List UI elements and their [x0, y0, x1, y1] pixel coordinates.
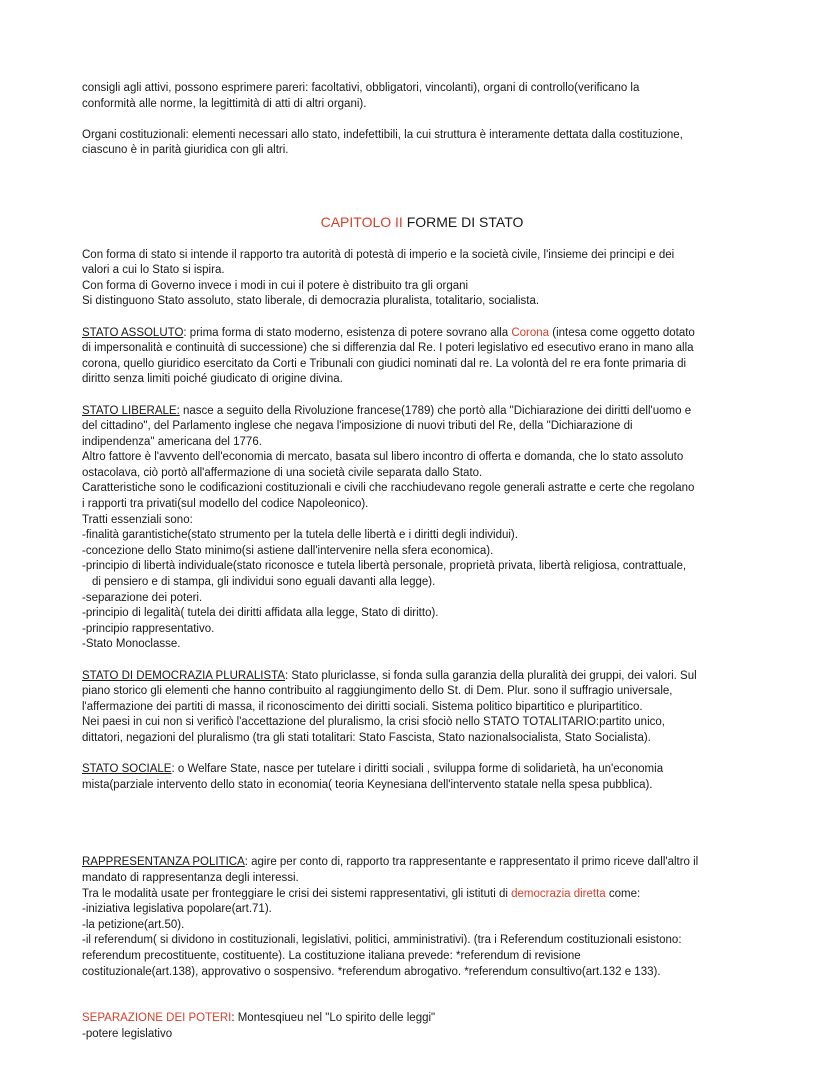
liberale-line: Altro fattore è l'avvento dell'economia di mercato, basata sul libero incontro di offerta e domanda, che lo stato assoluto [82, 451, 684, 464]
rappresentanza-text: : agire per conto di, rapporto tra rappresentante e rappresentato il primo riceve dall'altro il [244, 856, 699, 869]
assoluto-line [82, 326, 762, 342]
rappresentanza-line [82, 855, 762, 871]
democrazia-line: l'affermazione dei partiti di massa, il riconoscimento dei diritti sociali. Sistema politico bipartitico e pluripartitico. [82, 700, 643, 713]
liberale-heading: STATO LIBERALE: [82, 404, 180, 417]
rappresentanza-heading: RAPPRESENTANZA POLITICA [82, 856, 245, 869]
democrazia-line: Nei paesi in cui non si verificò l'accettazione del pluralismo, la crisi sfociò nello STATO TOTALITARIO:partito unico, [82, 716, 665, 729]
democrazia-text: : Stato pluriclasse, si fonda sulla garanzia della pluralità dei gruppi, dei valori. Sul [285, 669, 697, 682]
corona-term: Corona [511, 326, 550, 339]
stato-assoluto-section [82, 326, 762, 388]
trait-item: -separazione dei poteri. [82, 591, 203, 604]
assoluto-heading: STATO ASSOLUTO [82, 326, 184, 339]
rappresentanza-line: -la petizione(art.50). [82, 918, 185, 931]
forme-line: Con forma di Governo invece i modi in cui il potere è distribuito tra gli organi [82, 279, 469, 292]
stato-democrazia-section [82, 669, 762, 747]
assoluto-text: (intesa come oggetto dotato [549, 326, 695, 339]
rappresentanza-text: come: [605, 887, 641, 900]
chapter-title [82, 215, 762, 231]
forme-line: Si distinguono Stato assoluto, stato liberale, di democrazia pluralista, totalitario, socialista. [82, 295, 540, 308]
intro-line: Organi costituzionali: elementi necessari allo stato, indefettibili, la cui struttura è interamente dettata dalla costituzione, [82, 128, 683, 141]
forme-section [82, 248, 762, 310]
sociale-heading: STATO SOCIALE [82, 763, 172, 776]
intro-line: ciascuno è in parità giuridica con gli altri. [82, 144, 289, 157]
democrazia-line: dittatori, negazioni del pluralismo (tra gli stati totalitari: Stato Fascista, Stato nazionalsocialista, Stato Socialista). [82, 731, 651, 744]
rappresentanza-line [82, 887, 762, 903]
liberale-line [82, 404, 762, 420]
liberale-line: i rapporti tra privati(sul modello del codice Napoleonico). [82, 498, 369, 511]
liberale-line: Caratteristiche sono le codificazioni costituzionali e civili che racchiudevano regole generali astratte e certe che regolano [82, 482, 695, 495]
trait-item: -principio di libertà individuale(stato riconosce e tutela libertà personale, proprietà privata, libertà religiosa, contrattuale, [82, 560, 687, 573]
separazione-section [82, 1011, 762, 1042]
chapter-number: CAPITOLO II [320, 213, 403, 230]
liberale-line: indipendenza" americana del 1776. [82, 435, 262, 448]
rappresentanza-section [82, 855, 762, 980]
rappresentanza-text: Tra le modalità usate per fronteggiare le crisi dei sistemi rappresentativi, gli istituti di [82, 887, 512, 900]
rappresentanza-line: referendum precostituente, costituente). La costituzione italiana prevede: *referendum di revisione [82, 949, 581, 962]
chapter-name: FORME DI STATO [402, 213, 524, 230]
assoluto-line: diritto senza limiti poiché giudicato di origine divina. [82, 373, 343, 386]
trait-item-cont: di pensiero e di stampa, gli individui sono eguali davanti alla legge). [92, 576, 436, 589]
sociale-text: : o Welfare State, nasce per tutelare i diritti sociali , sviluppa forme di solidarietà, ha un'economia [171, 763, 664, 776]
assoluto-line: corona, quello giuridico esercitato da Corti e Tribunali con giudici nominati dal re. La volontà del re era fonte primaria di [82, 357, 687, 370]
trait-item: -principio rappresentativo. [82, 622, 215, 635]
separazione-line [82, 1011, 762, 1027]
rappresentanza-line: costituzionale(art.138), approvativo o sospensivo. *referendum abrogativo. *referendum consultivo(art.132 e 133). [82, 965, 661, 978]
sociale-line [82, 762, 762, 778]
separazione-text: : Montesqiueu nel "Lo spirito delle leggi" [231, 1012, 436, 1025]
intro-line: consigli agli attivi, possono esprimere pareri: facoltativi, obbligatori, vincolanti), organi di controllo(verificano la [82, 82, 640, 94]
stato-liberale-section [82, 404, 762, 654]
trait-item: -finalità garantistiche(stato strumento per la tutela delle libertà e i diritti degli individui). [82, 529, 518, 542]
rappresentanza-line: mandato di rappresentanza degli interessi. [82, 871, 299, 884]
liberale-line: Tratti essenziali sono: [82, 513, 193, 526]
separazione-heading: SEPARAZIONE DEI POTERI [82, 1012, 232, 1025]
forme-line: Con forma di stato si intende il rapporto tra autorità di potestà di imperio e la società civile, l'insieme dei principi e dei [82, 248, 675, 261]
democrazia-diretta-term: democrazia diretta [511, 887, 606, 900]
forme-line: valori a cui lo Stato si ispira. [82, 264, 225, 277]
assoluto-line: di impersonalità e continuità di successione) che si differenzia dal Re. I poteri legislativo ed esecutivo erano in mano alla [82, 342, 694, 355]
separazione-line: -potere legislativo [82, 1027, 173, 1040]
trait-item: -Stato Monoclasse. [82, 638, 181, 651]
assoluto-text: : prima forma di stato moderno, esistenza di potere sovrano alla [183, 326, 512, 339]
trait-item: -concezione dello Stato minimo(si astiene dall'intervenire nella sfera economica). [82, 544, 494, 557]
democrazia-line: piano storico gli elementi che hanno contribuito al raggiungimento dello St. di Dem. Plur. sono il suffragio universale, [82, 685, 673, 698]
democrazia-heading: STATO DI DEMOCRAZIA PLURALISTA [82, 669, 285, 682]
democrazia-line [82, 669, 762, 685]
document-page [82, 81, 762, 1042]
liberale-line: ostacolava, ciò portò all'affermazione di una società civile separata dallo Stato. [82, 466, 483, 479]
liberale-text: nasce a seguito della Rivoluzione francese(1789) che portò alla "Dichiarazione dei diritti dell'uomo e [179, 404, 692, 417]
rappresentanza-line: -il referendum( si dividono in costituzionali, legislativi, politici, amministrativi). (tra i Referendum costituzionali esistono: [82, 934, 682, 947]
intro-line: conformità alle norme, la legittimità di atti di altri organi). [82, 97, 367, 110]
trait-item: -principio di legalità( tutela dei diritti affidata alla legge, Stato di diritto). [82, 607, 439, 620]
liberale-line: del cittadino", del Parlamento inglese che negava l'imposizione di nuovi tributi del Re, della "Dichiarazione di [82, 420, 633, 433]
intro-section [82, 81, 762, 159]
sociale-line: mista(parziale intervento dello stato in economia( teoria Keynesiana dell'intervento statale nella spesa pubblica). [82, 778, 653, 791]
rappresentanza-line: -iniziativa legislativa popolare(art.71). [82, 903, 272, 916]
stato-sociale-section [82, 762, 762, 793]
